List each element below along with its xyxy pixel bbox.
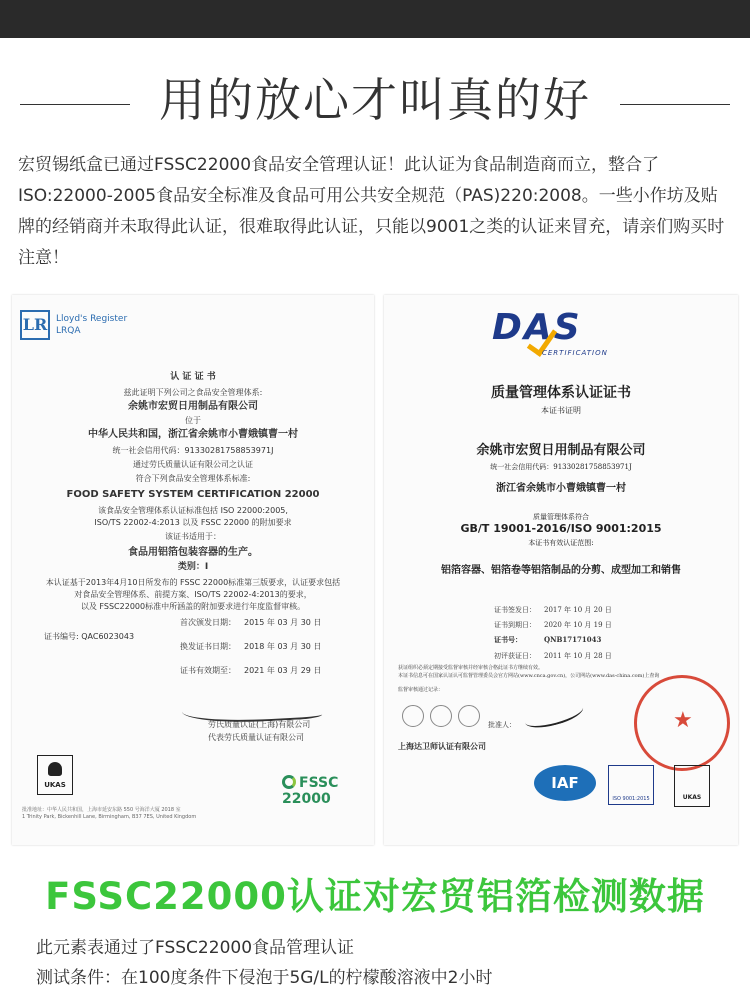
footer-line: 批准地址：中华人民共和国，上海市延安东路 550 号海洋大厦 2018 室 bbox=[22, 807, 181, 813]
audit-circle bbox=[458, 705, 480, 727]
cert-paragraph: 对食品安全管理体系、前提方案、ISO/TS 22002-4:2013的要求， bbox=[74, 590, 312, 599]
cert-note: 监督审核通过记录： bbox=[398, 687, 444, 693]
cert-line: 通过劳氏质量认证有限公司之认证 bbox=[133, 460, 253, 469]
lloyds-register-name bbox=[56, 313, 127, 337]
date-label: 证书有效期至： bbox=[180, 666, 236, 675]
date-label: 证书签发日： bbox=[494, 606, 536, 614]
cert-line: 兹此证明下列公司之食品安全管理体系: bbox=[123, 388, 263, 397]
cert-note: 本证书信息可在国家认证认可监督管理委员会官方网站(www.cnca.gov.cn)，公司网站(www.das-china.com)上查询 bbox=[398, 673, 660, 679]
cert-standard: GB/T 19001-2016/ISO 9001:2015 bbox=[460, 522, 662, 535]
date-label: 初评获证日： bbox=[494, 652, 536, 660]
cert-line: 质量管理体系符合 bbox=[533, 513, 589, 521]
das-iso-logo: ISO 9001:2015 bbox=[608, 765, 654, 805]
company-seal bbox=[634, 675, 730, 771]
cert-line: 符合下列食品安全管理体系标准: bbox=[135, 474, 251, 483]
cert-title: 认 证 证 书 bbox=[170, 372, 216, 382]
date-value: 2018 年 03 月 30 日 bbox=[244, 642, 322, 651]
date-value: 2015 年 03 月 30 日 bbox=[244, 618, 322, 627]
date-label: 换发证书日期： bbox=[180, 642, 236, 651]
footer-line: 1 Trinity Park, Bickenhill Lane, Birmingham, B37 7ES, United Kingdom bbox=[22, 814, 197, 820]
das-logo bbox=[492, 307, 622, 367]
audit-circle bbox=[402, 705, 424, 727]
cert-scope: 铝箔容器、铝箔卷等铝箔制品的分剪、成型加工和销售 bbox=[441, 565, 681, 576]
crown-icon bbox=[48, 762, 62, 776]
cert-address: 中华人民共和国，浙江省余姚市小曹娥镇曹一村 bbox=[88, 429, 298, 440]
iso9001-certificate bbox=[384, 295, 738, 845]
approver-label: 批准人： bbox=[488, 721, 516, 729]
date-value: 2021 年 03 月 29 日 bbox=[244, 666, 322, 675]
certificates-image bbox=[12, 295, 738, 847]
heading-divider-right bbox=[620, 104, 730, 105]
cert-number: 证书编号: QAC6023043 bbox=[44, 632, 135, 641]
date-value: 2020 年 10 月 19 日 bbox=[544, 621, 612, 629]
cert-note: 获证组织必须定期接受监督审核并经审核合格此证书方继续有效。 bbox=[398, 665, 544, 671]
das-logo-subtitle: CERTIFICATION bbox=[542, 349, 608, 357]
cert-credit-code: 统一社会信用代码：91330281758853971J bbox=[490, 463, 632, 471]
date-label: 首次颁发日期： bbox=[180, 618, 236, 627]
cert-subtitle: 本证书证明 bbox=[541, 406, 581, 415]
org-line-1: Lloyd's Register bbox=[56, 314, 128, 324]
cert-number: QNB17171043 bbox=[544, 635, 602, 644]
cert-line: 该食品安全管理体系认证标准包括 ISO 22000:2005, bbox=[98, 506, 288, 515]
ukas-label: UKAS bbox=[44, 781, 66, 789]
fssc-mark-icon bbox=[282, 775, 296, 789]
issuer-name: 上海达卫师认证有限公司 bbox=[398, 741, 486, 751]
ukas-logo: UKAS bbox=[674, 765, 710, 807]
cert-credit-code: 统一社会信用代码：91330281758853971J bbox=[112, 446, 274, 455]
date-label: 证书到期日： bbox=[494, 621, 536, 629]
ukas-logo bbox=[37, 755, 73, 795]
cert-line: ISO/TS 22002-4:2013 以及 FSSC 22000 的附加要求 bbox=[94, 518, 292, 527]
info-line: 此元素表通过了FSSC22000食品管理认证 bbox=[36, 938, 355, 958]
signatory-line: 劳氏质量认证(上海)有限公司 bbox=[208, 720, 311, 729]
signature bbox=[522, 698, 585, 733]
date-value: 2011 年 10 月 28 日 bbox=[544, 652, 612, 660]
intro-paragraph: 宏贸锡纸盒已通过FSSC22000食品安全管理认证！此认证为食品制造商而立，整合了ISO:22000-2005食品安全标准及食品可用公共安全规范（PAS)220:2008。一些小作坊及贴牌的经销商并未取得此认证，很难取得此认证，只能以9001之类的认证来冒充，请亲们购买时注意！ bbox=[18, 155, 725, 268]
cert-footer bbox=[22, 807, 364, 821]
info-line: 测试条件：在100度条件下侵泡于5G/L的柠檬酸溶液中2小时 bbox=[36, 968, 493, 988]
cert-address: 浙江省余姚市小曹娥镇曹一村 bbox=[496, 483, 626, 494]
cert-paragraph: 本认证基于2013年4月10日所发布的 FSSC 22000标准第三版要求，认证要求包括 bbox=[45, 578, 341, 587]
das-logo-text: DAS bbox=[492, 307, 582, 348]
test-data-title: FSSC22000认证对宏贸铝箔检测数据 bbox=[45, 875, 705, 918]
signatory-line: 代表劳氏质量认证有限公司 bbox=[208, 733, 304, 742]
star-icon: ★ bbox=[673, 708, 693, 733]
date-value: 2017 年 10 月 20 日 bbox=[544, 606, 612, 614]
lloyds-register-logo: LR bbox=[20, 310, 50, 340]
section-heading bbox=[0, 70, 750, 130]
fssc-certificate bbox=[12, 295, 374, 845]
cert-line: 位于 bbox=[185, 416, 201, 425]
cert-company: 余姚市宏贸日用制品有限公司 bbox=[128, 401, 258, 412]
cert-scope: 食品用铝箔包装容器的生产。 bbox=[128, 547, 258, 558]
cert-line: 该证书适用于： bbox=[165, 532, 221, 541]
fssc-logo-text: FSSC 22000 bbox=[282, 775, 339, 807]
audit-circle bbox=[430, 705, 452, 727]
cert-line: 本证书有效认证范围: bbox=[528, 539, 594, 547]
cert-category: 类别：I bbox=[177, 562, 209, 572]
org-line-2: LRQA bbox=[56, 326, 81, 336]
cert-title: 质量管理体系认证证书 bbox=[491, 385, 631, 401]
fssc-logo bbox=[282, 775, 374, 807]
cert-company: 余姚市宏贸日用制品有限公司 bbox=[476, 443, 646, 458]
heading-title: 用的放心才叫真的好 bbox=[159, 73, 591, 127]
heading-divider-left bbox=[20, 104, 130, 105]
cert-number-label: 证书号： bbox=[494, 635, 522, 644]
cert-standard: FOOD SAFETY SYSTEM CERTIFICATION 22000 bbox=[66, 489, 320, 500]
cert-paragraph: 以及 FSSC22000标准中所涵盖的附加要求进行年度监督审核。 bbox=[80, 602, 306, 611]
top-bar bbox=[0, 0, 750, 38]
iaf-logo: IAF bbox=[534, 765, 596, 801]
